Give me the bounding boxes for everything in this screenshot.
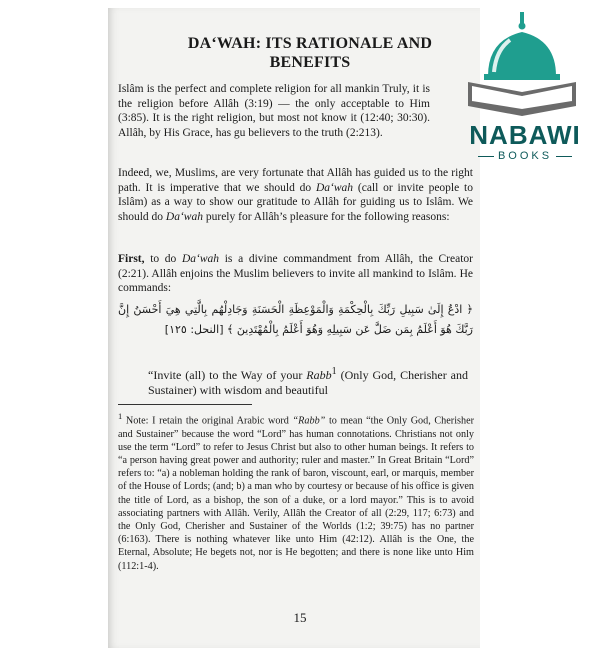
paragraph-intro: Islâm is the perfect and complete religion for all mankin Truly, it is the religion before Allâh (3:19) — the only acceptable to Him (3:85). It is the right religion, but most not know it (12:40; 30:30). Allâh, by His Grace, has gu believers to the truth (2:213). xyxy=(118,83,430,139)
footnote-divider xyxy=(118,404,252,405)
paragraph-first: First, to do Da‘wah is a divine commandment from Allâh, the Creator (2:21). Allâh enjoins the Muslim believers to invite all mankind to Islâm. He commands: xyxy=(118,253,473,295)
paragraph-fortunate: Indeed, we, Muslims, are very fortunate that Allâh has guided us to the right path. It is imperative that we should do Da‘wah (call or invite people to Islâm) as a way to show our gratitude to Allâh for guiding us to Islâm. We should do Da‘wah purely for Allâh’s pleasure for the following reasons: xyxy=(118,167,473,223)
translation-paragraph: “Invite (all) to the Way of your Rabb$^1$ (Only God, Cherisher and Sustainer) with wisdom and beautiful xyxy=(148,366,469,397)
arabic-verse: ﴿ ادْعُ إِلَىٰ سَبِيلِ رَبِّكَ بِالْحِكْمَةِ وَالْمَوْعِظَةِ الْحَسَنَةِ وَجَادِلْهُم بِالَّتِي هِيَ أَحْسَنُ إِنَّ رَبَّكَ هُوَ أَعْلَمُ بِمَن ضَلَّ عَن سَبِيلِهِ وَهُوَ أَعْلَمُ بِالْمُهْتَدِينَ ﴾ [النحل: ١٢٥] xyxy=(118,303,473,336)
page-number: 15 xyxy=(293,610,307,625)
footnote: $^1$ Note: I retain the original Arabic word “Rabb” to mean “the Only God, Cherisher and Sustainer” because the word “Lord” has human connotations. Christians not only use the term “Lord” to refer to Jesus Christ but also to other human beings. It refers to “a person having great power and authority; ruler and master.” In Great Britain “Lord” refers to: “a) a nobleman holding the rank of baron, viscount, earl, or marquis, member of the House of Lords; (and; b) a man who by courtesy or because of his office is given the title of Lord, as a bishop, the son of a duke, or a lord mayor.” This is to avoid associating partners with Allâh. Verily, Allâh the Creator of all (2:29, 117; 6:73) and the Only God, Cherisher and Sustainer of the Worlds (1:2; 39:75) has no partner (6:163). There is nothing whatever like unto Him (42:12). Allâh is the One, the Eternal, Absolute; He begets not, nor is He begotten; and there is none like unto Him (112:1-4). xyxy=(118,411,474,572)
page-title: DA‘WAH: ITS RATIONALE AND BENEFITS xyxy=(187,35,433,71)
brand-name: NABAWI xyxy=(469,120,581,150)
brand-subtitle: BOOKS xyxy=(450,150,600,162)
